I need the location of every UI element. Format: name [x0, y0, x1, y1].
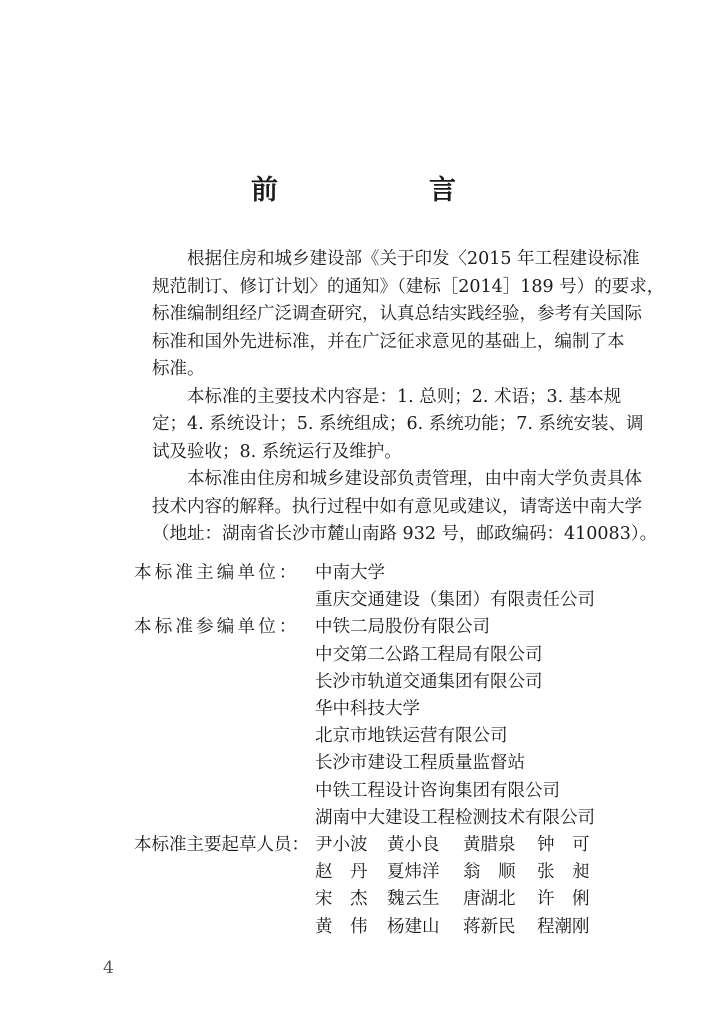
unit-name: 长沙市轨道交通集团有限公司 [315, 671, 543, 692]
drafter-name: 赵 丹 [315, 862, 368, 883]
text-line: 技术内容的解释。执行过程中如有意见或建议，请寄送中南大学 [152, 496, 642, 517]
drafter-name: 许 俐 [537, 889, 590, 910]
drafter-name: 黄 伟 [315, 916, 368, 937]
text-line: 标准和国外先进标准，并在广泛征求意见的基础上，编制了本 [152, 331, 625, 352]
role-label: 本标准参编单位： [134, 617, 300, 638]
preface-body [117, 246, 665, 549]
drafter-name: 魏云生 [387, 889, 440, 910]
text-line: 根据住房和城乡建设部《关于印发〈2015 年工程建设标准 [187, 249, 640, 269]
text-line: 本标准由住房和城乡建设部负责管理，由中南大学负责具体 [187, 469, 642, 489]
paragraph-contents [117, 384, 644, 467]
drafter-name: 杨建山 [387, 916, 440, 937]
unit-name: 中铁二局股份有限公司 [315, 617, 490, 638]
unit-name: 重庆交通建设（集团）有限责任公司 [315, 590, 595, 611]
unit-name: 中南大学 [315, 563, 385, 583]
unit-name: 中铁工程设计咨询集团有限公司 [315, 780, 560, 801]
unit-name: 中交第二公路工程局有限公司 [315, 644, 543, 665]
text-line: 本标准的主要技术内容是：1. 总则；2. 术语；3. 基本规 [187, 386, 622, 407]
text-line: 定；4. 系统设计；5. 系统组成；6. 系统功能；7. 系统安装、调 [152, 414, 644, 434]
drafter-name: 黄腊泉 [463, 835, 516, 856]
drafter-name: 夏炜洋 [387, 862, 440, 883]
chief-editor-units [117, 560, 617, 614]
role-values [315, 560, 617, 614]
drafter-name: 宋 杰 [315, 889, 368, 910]
unit-name: 华中科技大学 [315, 699, 420, 720]
unit-name: 长沙市建设工程质量监督站 [315, 753, 525, 774]
drafter-name: 程潮刚 [537, 916, 590, 937]
drafter-name: 钟 可 [537, 835, 590, 856]
text-line: 标准编制组经广泛调查研究，认真总结实践经验，参考有关国际 [152, 304, 642, 324]
unit-name: 湖南中大建设工程检测技术有限公司 [315, 807, 595, 828]
unit-name: 北京市地铁运营有限公司 [315, 726, 508, 747]
drafter-names [315, 832, 617, 941]
text-line: 规范制订、修订计划〉的通知》（建标［2014］189 号）的要求， [152, 276, 665, 297]
paragraph-management [117, 466, 658, 549]
drafter-name: 张 昶 [537, 862, 590, 883]
drafter-name: 翁 顺 [463, 862, 516, 883]
text-line: 标准。 [152, 359, 205, 379]
drafter-name: 蒋新民 [463, 916, 516, 937]
drafter-name: 黄小良 [387, 835, 440, 856]
page-number: 4 [103, 958, 114, 978]
participating-units [117, 614, 617, 832]
credits-section [117, 560, 617, 941]
role-label: 本标准主编单位： [134, 563, 300, 583]
drafter-name: 唐湖北 [463, 889, 516, 910]
main-drafters [117, 832, 617, 941]
page-title: 前 言 [251, 175, 518, 206]
text-line: 试及验收；8. 系统运行及维护。 [152, 441, 402, 462]
role-label: 本标准主要起草人员： [134, 835, 309, 856]
paragraph-basis [117, 246, 665, 384]
text-line: （地址：湖南省长沙市麓山南路 932 号，邮政编码：410083）。 [152, 524, 658, 544]
drafter-name: 尹小波 [315, 835, 368, 856]
role-values [315, 614, 617, 832]
